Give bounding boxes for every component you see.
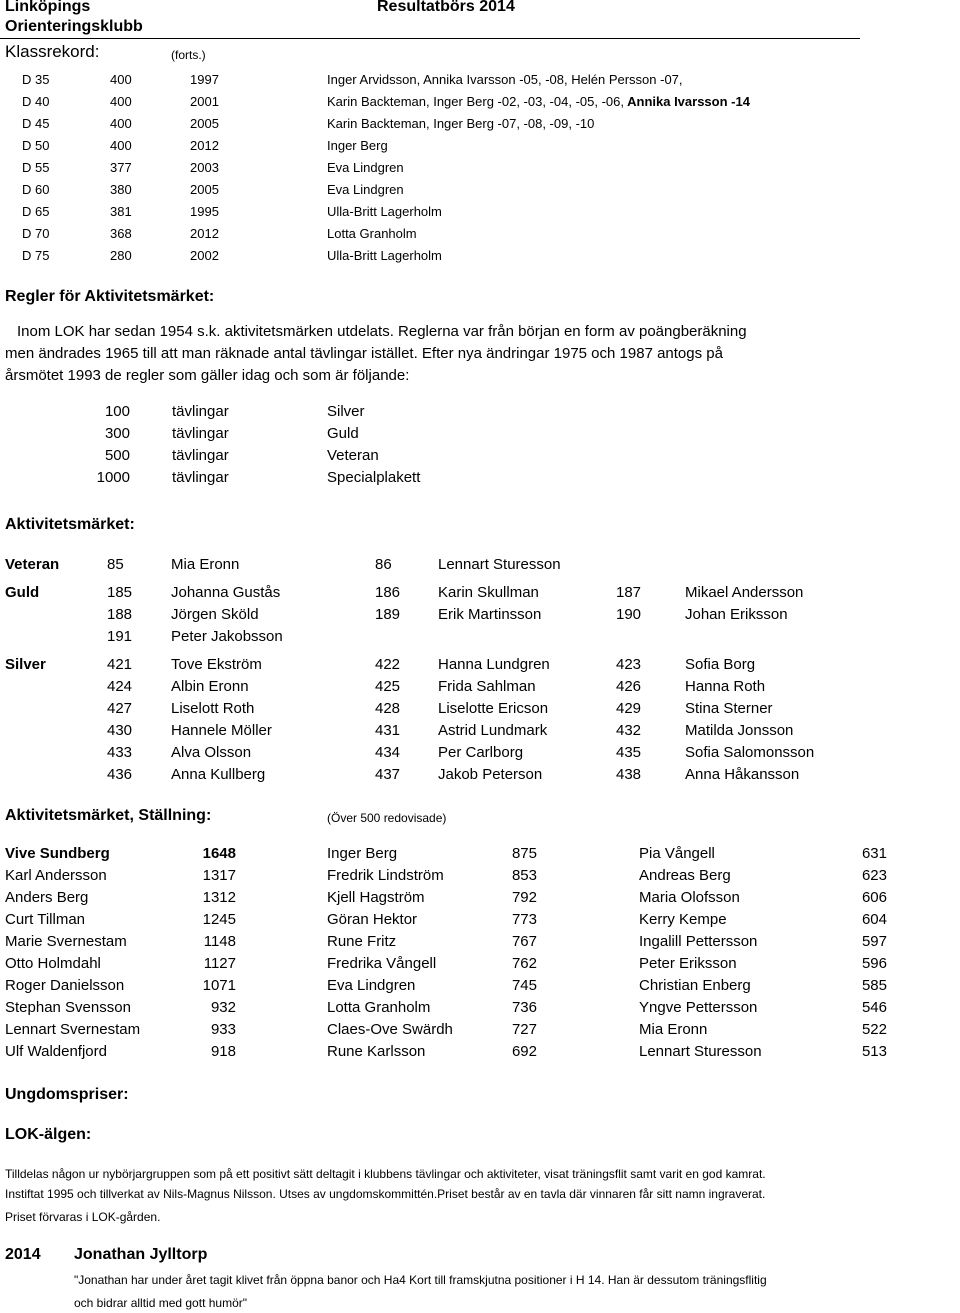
record-class: D 70: [22, 226, 50, 241]
award-number: 438: [616, 766, 642, 783]
record-points: 400: [110, 138, 132, 153]
award-name: Karin Skullman: [438, 584, 539, 601]
level-award: Veteran: [327, 447, 379, 464]
award-number: 191: [107, 628, 133, 645]
record-year: 2005: [190, 116, 219, 131]
standing-count: 853: [511, 867, 537, 884]
award-name: Astrid Lundmark: [438, 722, 548, 739]
award-number: 431: [375, 722, 401, 739]
award-number: 423: [616, 656, 642, 673]
award-number: 430: [107, 722, 133, 739]
award-name: Anna Håkansson: [685, 766, 800, 783]
award-number: 428: [375, 700, 401, 717]
award-name: Hannele Möller: [171, 722, 272, 739]
standing-count: 1127: [203, 955, 236, 972]
award-name: Anna Kullberg: [171, 766, 266, 783]
standing-count: 1148: [203, 933, 236, 950]
standing-name: Vive Sundberg: [5, 845, 110, 862]
record-holder: Eva Lindgren: [327, 182, 404, 197]
klassrekord-cont: (forts.): [171, 48, 206, 62]
level-unit: tävlingar: [172, 403, 229, 420]
standing-count: 1312: [202, 889, 236, 906]
standing-count: 522: [861, 1021, 887, 1038]
level-award: Guld: [327, 425, 359, 442]
award-name: Frida Sahlman: [438, 678, 536, 695]
regler-title: Regler för Aktivitetsmärket:: [5, 288, 215, 305]
standing-name: Lennart Sturesson: [639, 1043, 762, 1060]
standing-name: Peter Eriksson: [639, 955, 737, 972]
stallning-note: (Över 500 redovisade): [327, 811, 447, 825]
award-name: Jakob Peterson: [438, 766, 543, 783]
standing-count: 767: [511, 933, 537, 950]
award-name: Sofia Salomonsson: [685, 744, 815, 761]
award-number: 422: [375, 656, 401, 673]
award-number: 424: [107, 678, 133, 695]
record-points: 368: [110, 226, 132, 241]
standing-name: Rune Karlsson: [327, 1043, 426, 1060]
award-number: 437: [375, 766, 401, 783]
record-holder: Lotta Granholm: [327, 226, 417, 241]
standing-name: Christian Enberg: [639, 977, 751, 994]
award-name: Hanna Roth: [685, 678, 766, 695]
ungdom-title: Ungdomspriser:: [5, 1086, 129, 1103]
standing-count: 1071: [202, 977, 236, 994]
record-class: D 35: [22, 72, 50, 87]
standing-count: 623: [861, 867, 887, 884]
standing-name: Lennart Svernestam: [5, 1021, 141, 1038]
standing-name: Ingalill Pettersson: [639, 933, 758, 950]
standing-count: 1317: [202, 867, 236, 884]
record-year: 2001: [190, 94, 219, 109]
record-year: 2012: [190, 138, 219, 153]
award-name: Sofia Borg: [685, 656, 756, 673]
standing-count: 1245: [202, 911, 236, 928]
record-holder: Ulla-Britt Lagerholm: [327, 248, 442, 263]
standing-count: 736: [511, 999, 537, 1016]
award-number: 427: [107, 700, 133, 717]
level-count: 300: [104, 425, 130, 442]
record-class: D 65: [22, 204, 50, 219]
award-name: Hanna Lundgren: [438, 656, 550, 673]
standing-name: Fredrika Vångell: [327, 955, 437, 972]
standing-count: 933: [210, 1021, 236, 1038]
standing-count: 606: [861, 889, 887, 906]
level-count: 1000: [96, 469, 130, 486]
award-number: 86: [375, 556, 392, 573]
record-holder: Eva Lindgren: [327, 160, 404, 175]
klassrekord-title: Klassrekord:: [5, 42, 100, 61]
record-class: D 50: [22, 138, 50, 153]
standing-name: Anders Berg: [5, 889, 89, 906]
standing-name: Ulf Waldenfjord: [5, 1043, 107, 1060]
level-award: Silver: [327, 403, 365, 420]
standing-count: 596: [861, 955, 887, 972]
level-unit: tävlingar: [172, 469, 229, 486]
award-number: 429: [616, 700, 642, 717]
record-class: D 40: [22, 94, 50, 109]
record-year: 2005: [190, 182, 219, 197]
award-name: Liselotte Ericson: [438, 700, 549, 717]
award-name: Mia Eronn: [171, 556, 240, 573]
standing-count: 875: [511, 845, 537, 862]
award-number: 188: [107, 606, 133, 623]
standing-count: 513: [861, 1043, 887, 1060]
club-name-line1: Linköpings: [5, 0, 91, 15]
record-class: D 75: [22, 248, 50, 263]
standing-name: Kjell Hagström: [327, 889, 425, 906]
record-year: 2002: [190, 248, 219, 263]
record-holder: Ulla-Britt Lagerholm: [327, 204, 442, 219]
record-year: 1995: [190, 204, 219, 219]
award-name: Erik Martinsson: [438, 606, 542, 623]
winner-quote-line1: "Jonathan har under året tagit klivet från öppna banor och Ha4 Kort till framskjutna positioner i H 14. Han är dessutom träningsflitig: [74, 1273, 767, 1287]
award-number: 85: [107, 556, 124, 573]
lok-desc-line3: Priset förvaras i LOK-gården.: [5, 1210, 161, 1224]
standing-count: 546: [861, 999, 887, 1016]
standing-count: 604: [861, 911, 887, 928]
standing-name: Eva Lindgren: [327, 977, 416, 994]
winner-year: 2014: [5, 1246, 41, 1263]
standing-name: Curt Tillman: [5, 911, 86, 928]
standing-name: Göran Hektor: [327, 911, 418, 928]
stallning-title: Aktivitetsmärket, Ställning:: [5, 807, 212, 824]
level-unit: tävlingar: [172, 447, 229, 464]
regler-para-line1: Inom LOK har sedan 1954 s.k. aktivitetsmärken utdelats. Reglerna var från början en form av poängberäkning: [17, 323, 747, 340]
standing-name: Karl Andersson: [5, 867, 107, 884]
standing-name: Andreas Berg: [639, 867, 731, 884]
award-number: 185: [107, 584, 133, 601]
record-holder: Karin Backteman, Inger Berg -07, -08, -09, -10: [327, 116, 595, 131]
award-name: Mikael Andersson: [685, 584, 804, 601]
standing-count: 762: [511, 955, 537, 972]
award-number: 421: [107, 656, 133, 673]
standing-name: Kerry Kempe: [639, 911, 727, 928]
standing-count: 932: [210, 999, 236, 1016]
regler-para-line3: årsmötet 1993 de regler som gäller idag och som är följande:: [5, 367, 410, 384]
level-award: Specialplakett: [327, 469, 421, 486]
award-number: 425: [375, 678, 401, 695]
standing-count: 918: [210, 1043, 236, 1060]
award-name: Peter Jakobsson: [171, 628, 283, 645]
standing-name: Fredrik Lindström: [327, 867, 444, 884]
award-number: 435: [616, 744, 642, 761]
award-number: 432: [616, 722, 642, 739]
award-number: 436: [107, 766, 133, 783]
standing-count: 631: [861, 845, 887, 862]
club-name-line2: Orienteringsklubb: [5, 18, 143, 35]
record-class: D 60: [22, 182, 50, 197]
header-rule: [0, 38, 860, 39]
standing-count: 1648: [202, 845, 236, 862]
award-number: 433: [107, 744, 133, 761]
standing-name: Maria Olofsson: [639, 889, 740, 906]
regler-para-line2: men ändrades 1965 till att man räknade antal tävlingar istället. Efter nya ändringar 1975 och 1987 antogs på: [5, 345, 723, 362]
award-number: 189: [375, 606, 401, 623]
level-count: 500: [104, 447, 130, 464]
record-holder-highlight: Annika Ivarsson -14: [623, 94, 750, 109]
record-points: 380: [110, 182, 132, 197]
standing-name: Mia Eronn: [639, 1021, 708, 1038]
level-count: 100: [104, 403, 130, 420]
standing-name: Marie Svernestam: [5, 933, 127, 950]
standing-count: 597: [861, 933, 887, 950]
standing-count: 585: [861, 977, 887, 994]
standing-name: Inger Berg: [327, 845, 398, 862]
standing-count: 745: [511, 977, 537, 994]
award-name: Stina Sterner: [685, 700, 773, 717]
standing-count: 727: [511, 1021, 537, 1038]
award-name: Johan Eriksson: [685, 606, 788, 623]
standing-name: Roger Danielsson: [5, 977, 125, 994]
record-points: 280: [110, 248, 132, 263]
award-group-label: Guld: [5, 584, 40, 601]
award-name: Liselott Roth: [171, 700, 255, 717]
record-year: 2012: [190, 226, 219, 241]
standing-name: Otto Holmdahl: [5, 955, 101, 972]
award-group-label: Silver: [5, 656, 46, 673]
record-holder: Inger Berg: [327, 138, 388, 153]
winner-quote-line2: och bidrar alltid med gott humör": [74, 1296, 248, 1310]
record-points: 400: [110, 94, 132, 109]
award-number: 187: [616, 584, 642, 601]
standing-name: Yngve Pettersson: [639, 999, 758, 1016]
record-year: 2003: [190, 160, 219, 175]
record-holder: Karin Backteman, Inger Berg -02, -03, -04, -05, -06, Annika Ivarsson -14: [327, 94, 750, 109]
award-number: 186: [375, 584, 401, 601]
award-number: 190: [616, 606, 642, 623]
document-title: Resultatbörs 2014: [377, 0, 515, 15]
record-points: 400: [110, 72, 132, 87]
standing-name: Pia Vångell: [639, 845, 715, 862]
record-year: 1997: [190, 72, 219, 87]
lok-desc-line2: Instiftat 1995 och tillverkat av Nils-Magnus Nilsson. Utses av ungdomskommittén.Priset består av en tavla där vinnaren får sitt namn ingraverat.: [5, 1187, 766, 1201]
record-class: D 45: [22, 116, 50, 131]
lok-desc-line1: Tilldelas någon ur nybörjargruppen som på ett positivt sätt deltagit i klubbens tävlingar och aktiviteter, visat träningsflit samt varit en god kamrat.: [5, 1167, 766, 1181]
award-number: 426: [616, 678, 642, 695]
standing-name: Claes-Ove Swärdh: [327, 1021, 453, 1038]
standing-name: Rune Fritz: [327, 933, 397, 950]
award-group-label: Veteran: [5, 556, 60, 573]
award-name: Matilda Jonsson: [685, 722, 794, 739]
record-points: 381: [110, 204, 132, 219]
award-name: Alva Olsson: [171, 744, 252, 761]
award-name: Jörgen Sköld: [171, 606, 259, 623]
record-holder: Inger Arvidsson, Annika Ivarsson -05, -08, Helén Persson -07,: [327, 72, 683, 87]
winner-name: Jonathan Jylltorp: [74, 1246, 208, 1263]
award-name: Tove Ekström: [171, 656, 262, 673]
standing-name: Lotta Granholm: [327, 999, 431, 1016]
record-points: 377: [110, 160, 132, 175]
standing-name: Stephan Svensson: [5, 999, 131, 1016]
award-name: Per Carlborg: [438, 744, 524, 761]
award-number: 434: [375, 744, 401, 761]
award-name: Albin Eronn: [171, 678, 249, 695]
record-class: D 55: [22, 160, 50, 175]
level-unit: tävlingar: [172, 425, 229, 442]
record-points: 400: [110, 116, 132, 131]
award-name: Johanna Gustås: [171, 584, 281, 601]
standing-count: 773: [511, 911, 537, 928]
lok-algen-title: LOK-älgen:: [5, 1126, 92, 1143]
standing-count: 792: [511, 889, 537, 906]
aktivitetsmarket-title: Aktivitetsmärket:: [5, 516, 135, 533]
standing-count: 692: [511, 1043, 537, 1060]
award-name: Lennart Sturesson: [438, 556, 561, 573]
